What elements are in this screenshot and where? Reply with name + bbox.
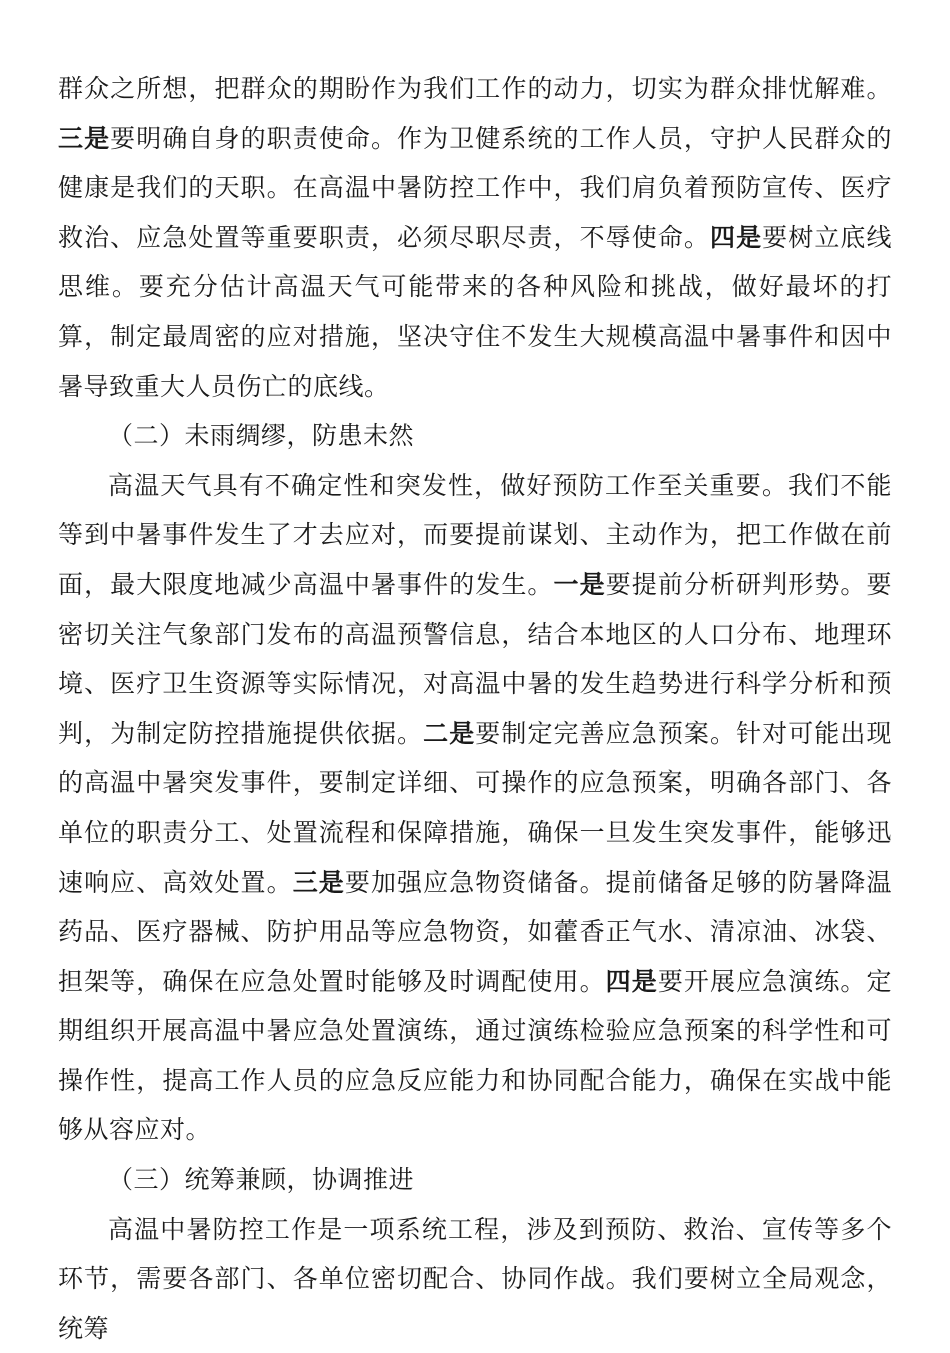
- bold-marker-yi-shi: 一是: [553, 569, 606, 599]
- section-heading-2: （二）未雨绸缪，防患未然: [108, 421, 415, 451]
- text-run: 高温天气具有不确定性和突发性，做好预防工作至关重要。我们不能等到中暑事件发生了才去应对，而要提前谋划、主动作为，把工作做在前面，最大限度地减少高温中暑事件的发生。: [58, 470, 892, 599]
- bold-marker-er-shi: 二是: [423, 718, 476, 748]
- document-page: [58, 64, 892, 1353]
- text-run: 要加强应急物资储备。提前储备足够的防暑降温药品、医疗器械、防护用品等应急物资，如藿香正气水、清凉油、冰袋、担架等，确保在应急处置时能够及时调配使用。: [58, 867, 892, 996]
- section-heading-3: （三）统筹兼顾，协调推进: [108, 1165, 415, 1195]
- text-run: 要明确自身的职责使命。作为卫健系统的工作人员，守护人民群众的健康是我们的天职。在高温中暑防控工作中，我们肩负着预防宣传、医疗救治、应急处置等重要职责，必须尽职尽责，不辱使命。: [58, 123, 892, 252]
- text-run: 要制定完善应急预案。针对可能出现的高温中暑突发事件，要制定详细、可操作的应急预案，明确各部门、各单位的职责分工、处置流程和保障措施，确保一旦发生突发事件，能够迅速响应、高效处置。: [58, 718, 892, 897]
- text-run: 要开展应急演练。定期组织开展高温中暑应急处置演练，通过演练检验应急预案的科学性和可操作性，提高工作人员的应急反应能力和协同配合能力，确保在实战中能够从容应对。: [58, 966, 892, 1145]
- paragraph-continuation: [58, 64, 892, 411]
- bold-marker-san-shi: 三是: [58, 123, 111, 153]
- bold-marker-si-shi: 四是: [605, 966, 658, 996]
- text-run: 高温中暑防控工作是一项系统工程，涉及到预防、救治、宣传等多个环节，需要各部门、各单位密切配合、协同作战。我们要树立全局观念，统筹: [58, 1214, 892, 1343]
- text-run: 要树立底线思维。要充分估计高温天气可能带来的各种风险和挑战，做好最坏的打算，制定最周密的应对措施，坚决守住不发生大规模高温中暑事件和因中暑导致重大人员伤亡的底线。: [58, 222, 892, 401]
- paragraph-section-2: [58, 461, 892, 1155]
- text-run: 群众之所想，把群众的期盼作为我们工作的动力，切实为群众排忧解难。: [58, 74, 892, 103]
- bold-marker-si-shi: 四是: [709, 222, 763, 252]
- text-run: 要提前分析研判形势。要密切关注气象部门发布的高温预警信息，结合本地区的人口分布、地理环境、医疗卫生资源等实际情况，对高温中暑的发生趋势进行科学分析和预判，为制定防控措施提供依据。: [58, 569, 892, 748]
- bold-marker-san-shi: 三是: [292, 867, 345, 897]
- paragraph-section-3: [58, 1205, 892, 1353]
